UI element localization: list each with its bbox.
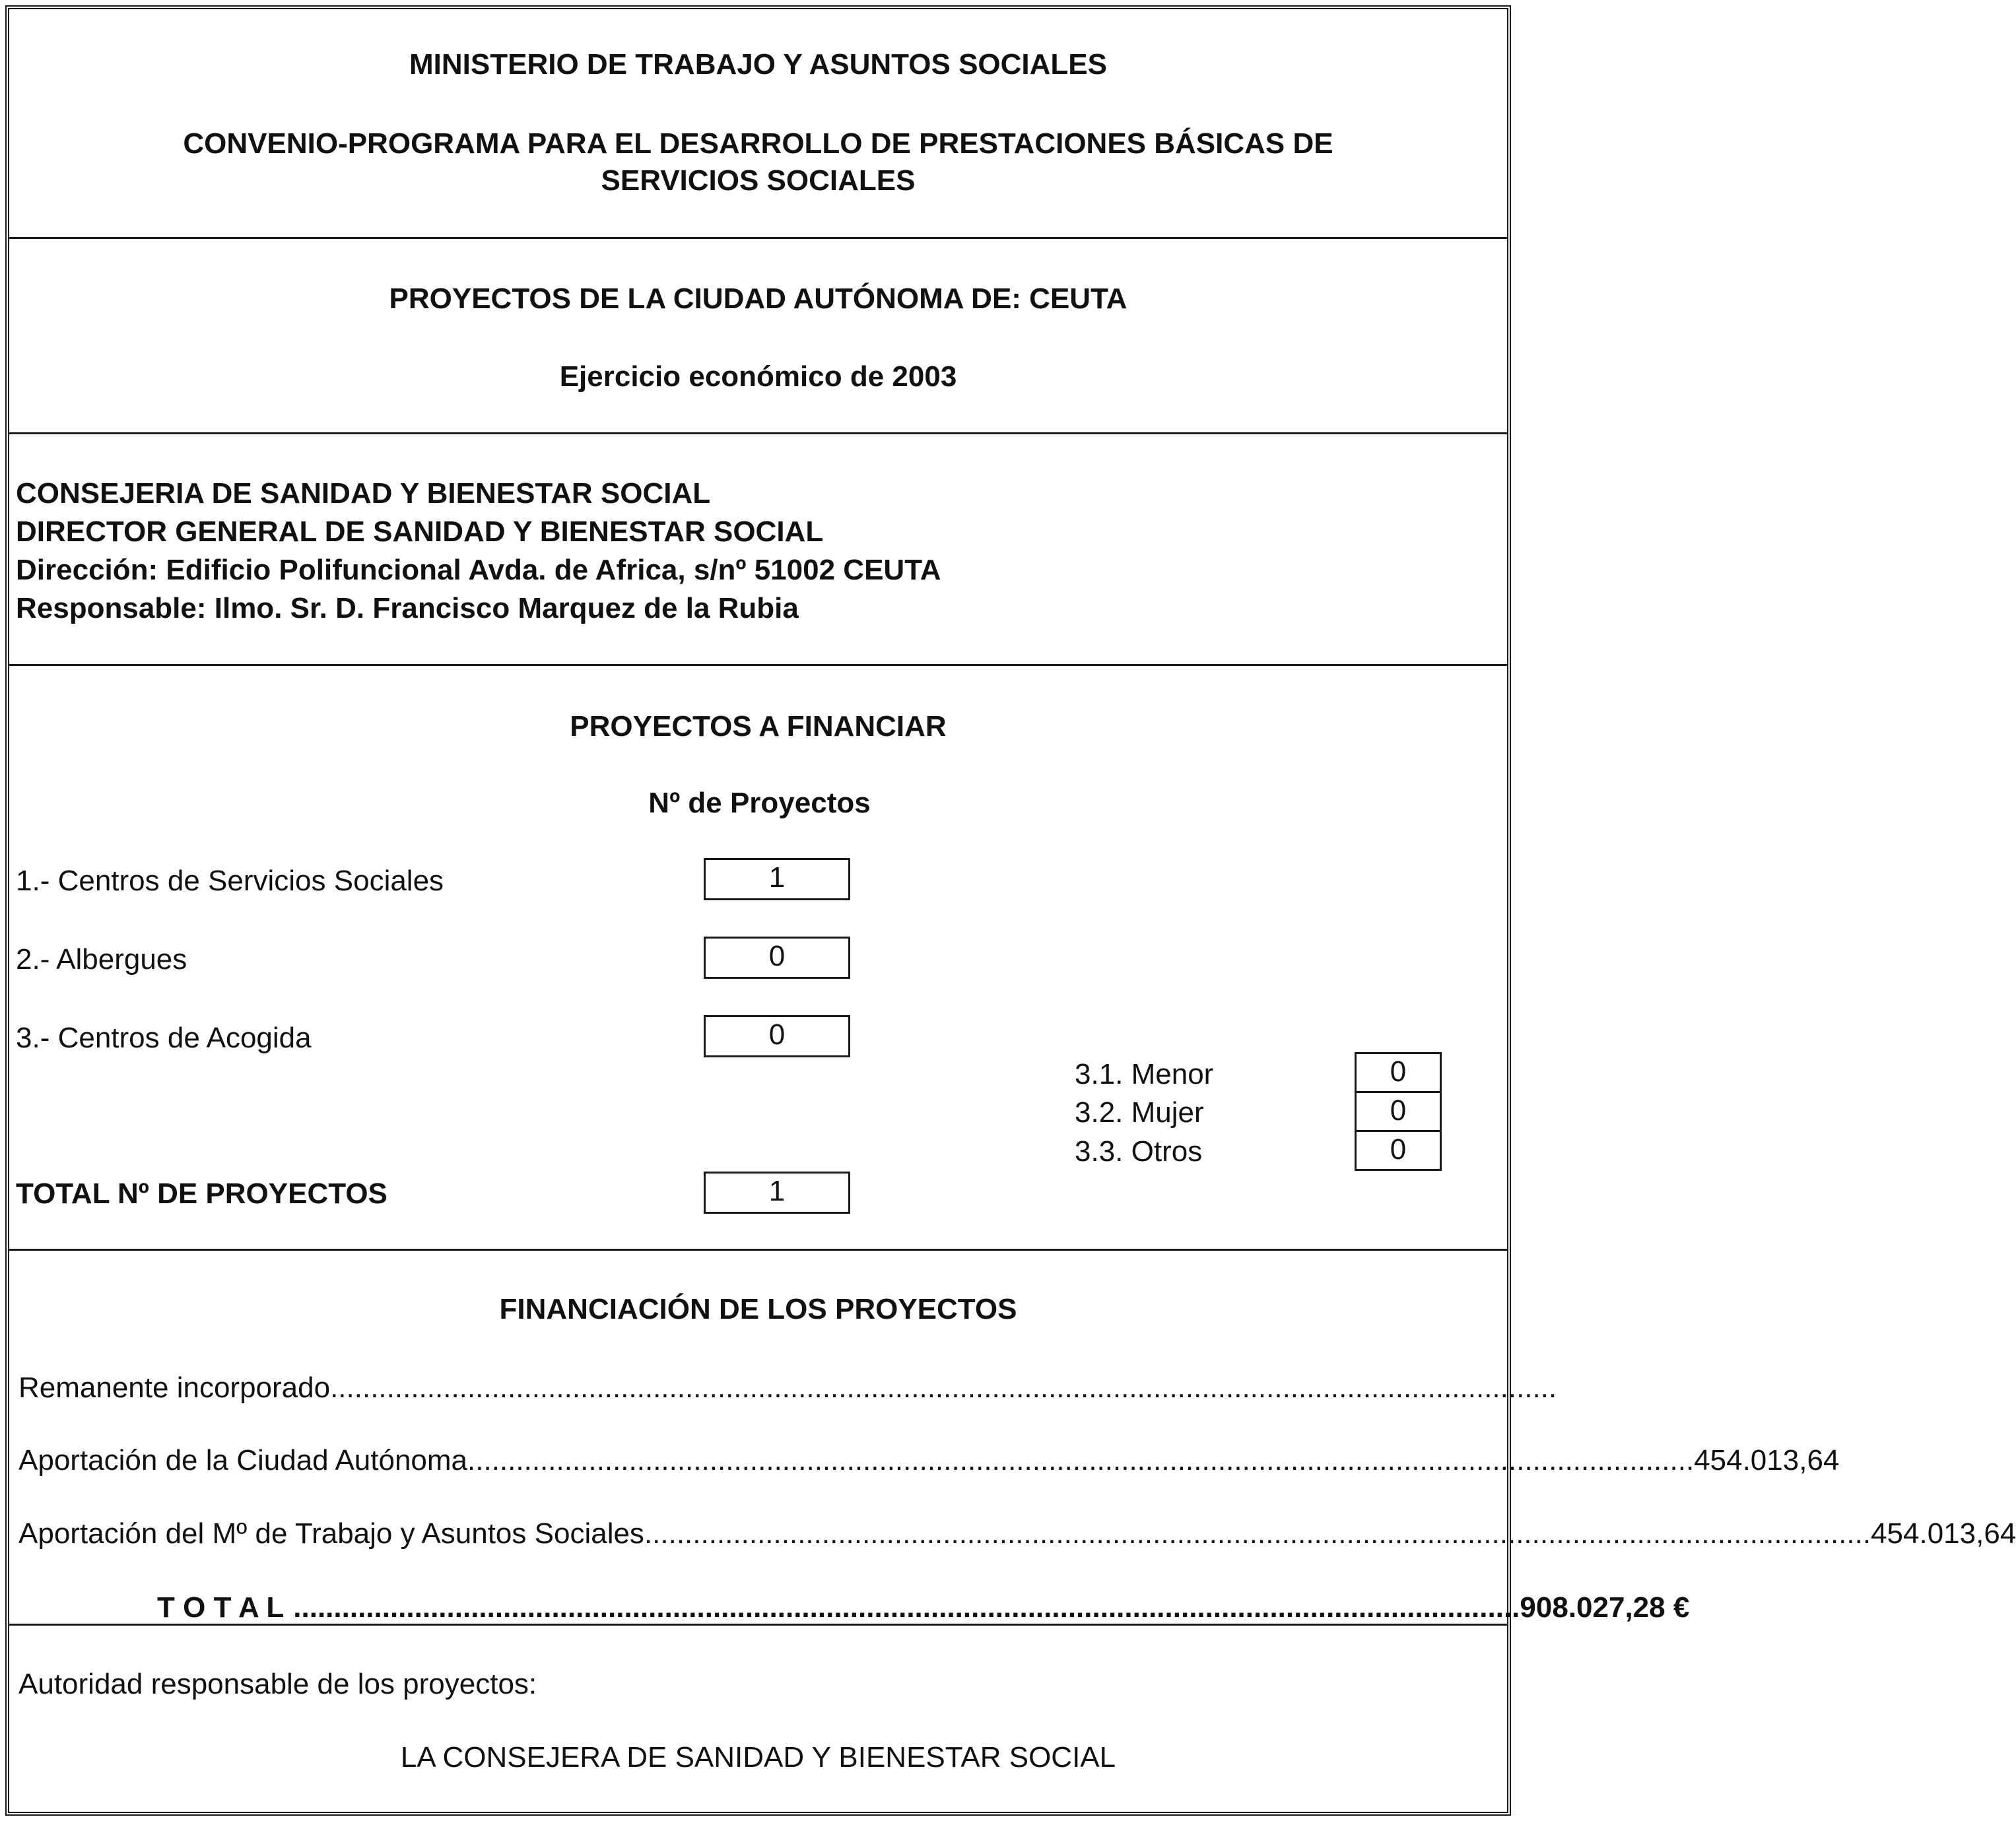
dot-leader: ........................................................................................................................................................ xyxy=(330,1372,1557,1404)
financing-total-row xyxy=(157,1591,1690,1625)
authority-label: Autoridad responsable de los proyectos: xyxy=(18,1668,537,1700)
ministry-contribution-value: 454.013,64 xyxy=(1871,1517,2016,1550)
project-item-count: 0 xyxy=(704,1015,850,1057)
program-title-line2: SERVICIOS SOCIALES xyxy=(601,164,916,197)
section-divider xyxy=(9,664,1507,666)
remanente-label: Remanente incorporado xyxy=(18,1372,331,1404)
agency-responsible: Responsable: Ilmo. Sr. D. Francisco Marquez de la Rubia xyxy=(16,592,799,624)
ministry-contribution-row xyxy=(18,1517,2016,1551)
project-count-header: Nº de Proyectos xyxy=(648,787,871,819)
remanente-row xyxy=(18,1371,1557,1405)
ministry-contribution-label: Aportación del Mº de Trabajo y Asuntos Sociales xyxy=(18,1517,644,1550)
project-item-label: 2.- Albergues xyxy=(16,943,187,976)
city-contribution-row xyxy=(18,1443,1840,1478)
city-contribution-label: Aportación de la Ciudad Autónoma xyxy=(18,1444,468,1476)
ministry-title: MINISTERIO DE TRABAJO Y ASUNTOS SOCIALES xyxy=(409,48,1107,81)
agency-director: DIRECTOR GENERAL DE SANIDAD Y BIENESTAR SOCIAL xyxy=(16,515,824,548)
program-title-line1: CONVENIO-PROGRAMA PARA EL DESARROLLO DE PRESTACIONES BÁSICAS DE xyxy=(183,127,1333,160)
financing-total-label: T O T A L xyxy=(157,1591,285,1624)
agency-address: Dirección: Edificio Polifuncional Avda. de Africa, s/nº 51002 CEUTA xyxy=(16,554,941,586)
financing-total-value: 908.027,28 € xyxy=(1520,1591,1690,1624)
projects-title: PROYECTOS A FINANCIAR xyxy=(570,710,947,743)
agency-name: CONSEJERIA DE SANIDAD Y BIENESTAR SOCIAL xyxy=(16,477,711,510)
project-subitem-count: 0 xyxy=(1355,1130,1442,1171)
project-subitem-label: 3.2. Mujer xyxy=(1075,1096,1204,1129)
section-divider xyxy=(9,1249,1507,1251)
city-contribution-value: 454.013,64 xyxy=(1694,1444,1840,1476)
fiscal-year: Ejercicio económico de 2003 xyxy=(559,360,957,393)
total-projects-count: 1 xyxy=(704,1172,850,1214)
section-divider xyxy=(9,432,1507,434)
project-item-count: 1 xyxy=(704,858,850,900)
authority-name: LA CONSEJERA DE SANIDAD Y BIENESTAR SOCIAL xyxy=(400,1741,1116,1773)
total-projects-label: TOTAL Nº DE PROYECTOS xyxy=(16,1177,387,1210)
region-title: PROYECTOS DE LA CIUDAD AUTÓNOMA DE: CEUTA xyxy=(389,282,1127,315)
dot-leader: ........................................................................................................................................................ xyxy=(644,1517,1871,1550)
dot-leader: ........................................................................................................................................................ xyxy=(467,1444,1695,1476)
project-item-label: 1.- Centros de Servicios Sociales xyxy=(16,865,444,897)
project-item-label: 3.- Centros de Acogida xyxy=(16,1022,312,1054)
project-subitem-count: 0 xyxy=(1355,1091,1442,1132)
project-item-count: 0 xyxy=(704,937,850,979)
project-subitem-count: 0 xyxy=(1355,1052,1442,1093)
dot-leader: ........................................................................................................................................................ xyxy=(293,1591,1520,1624)
financing-title: FINANCIACIÓN DE LOS PROYECTOS xyxy=(499,1293,1017,1325)
project-subitem-label: 3.3. Otros xyxy=(1075,1135,1203,1168)
project-subitem-label: 3.1. Menor xyxy=(1075,1058,1214,1090)
section-divider xyxy=(9,237,1507,239)
